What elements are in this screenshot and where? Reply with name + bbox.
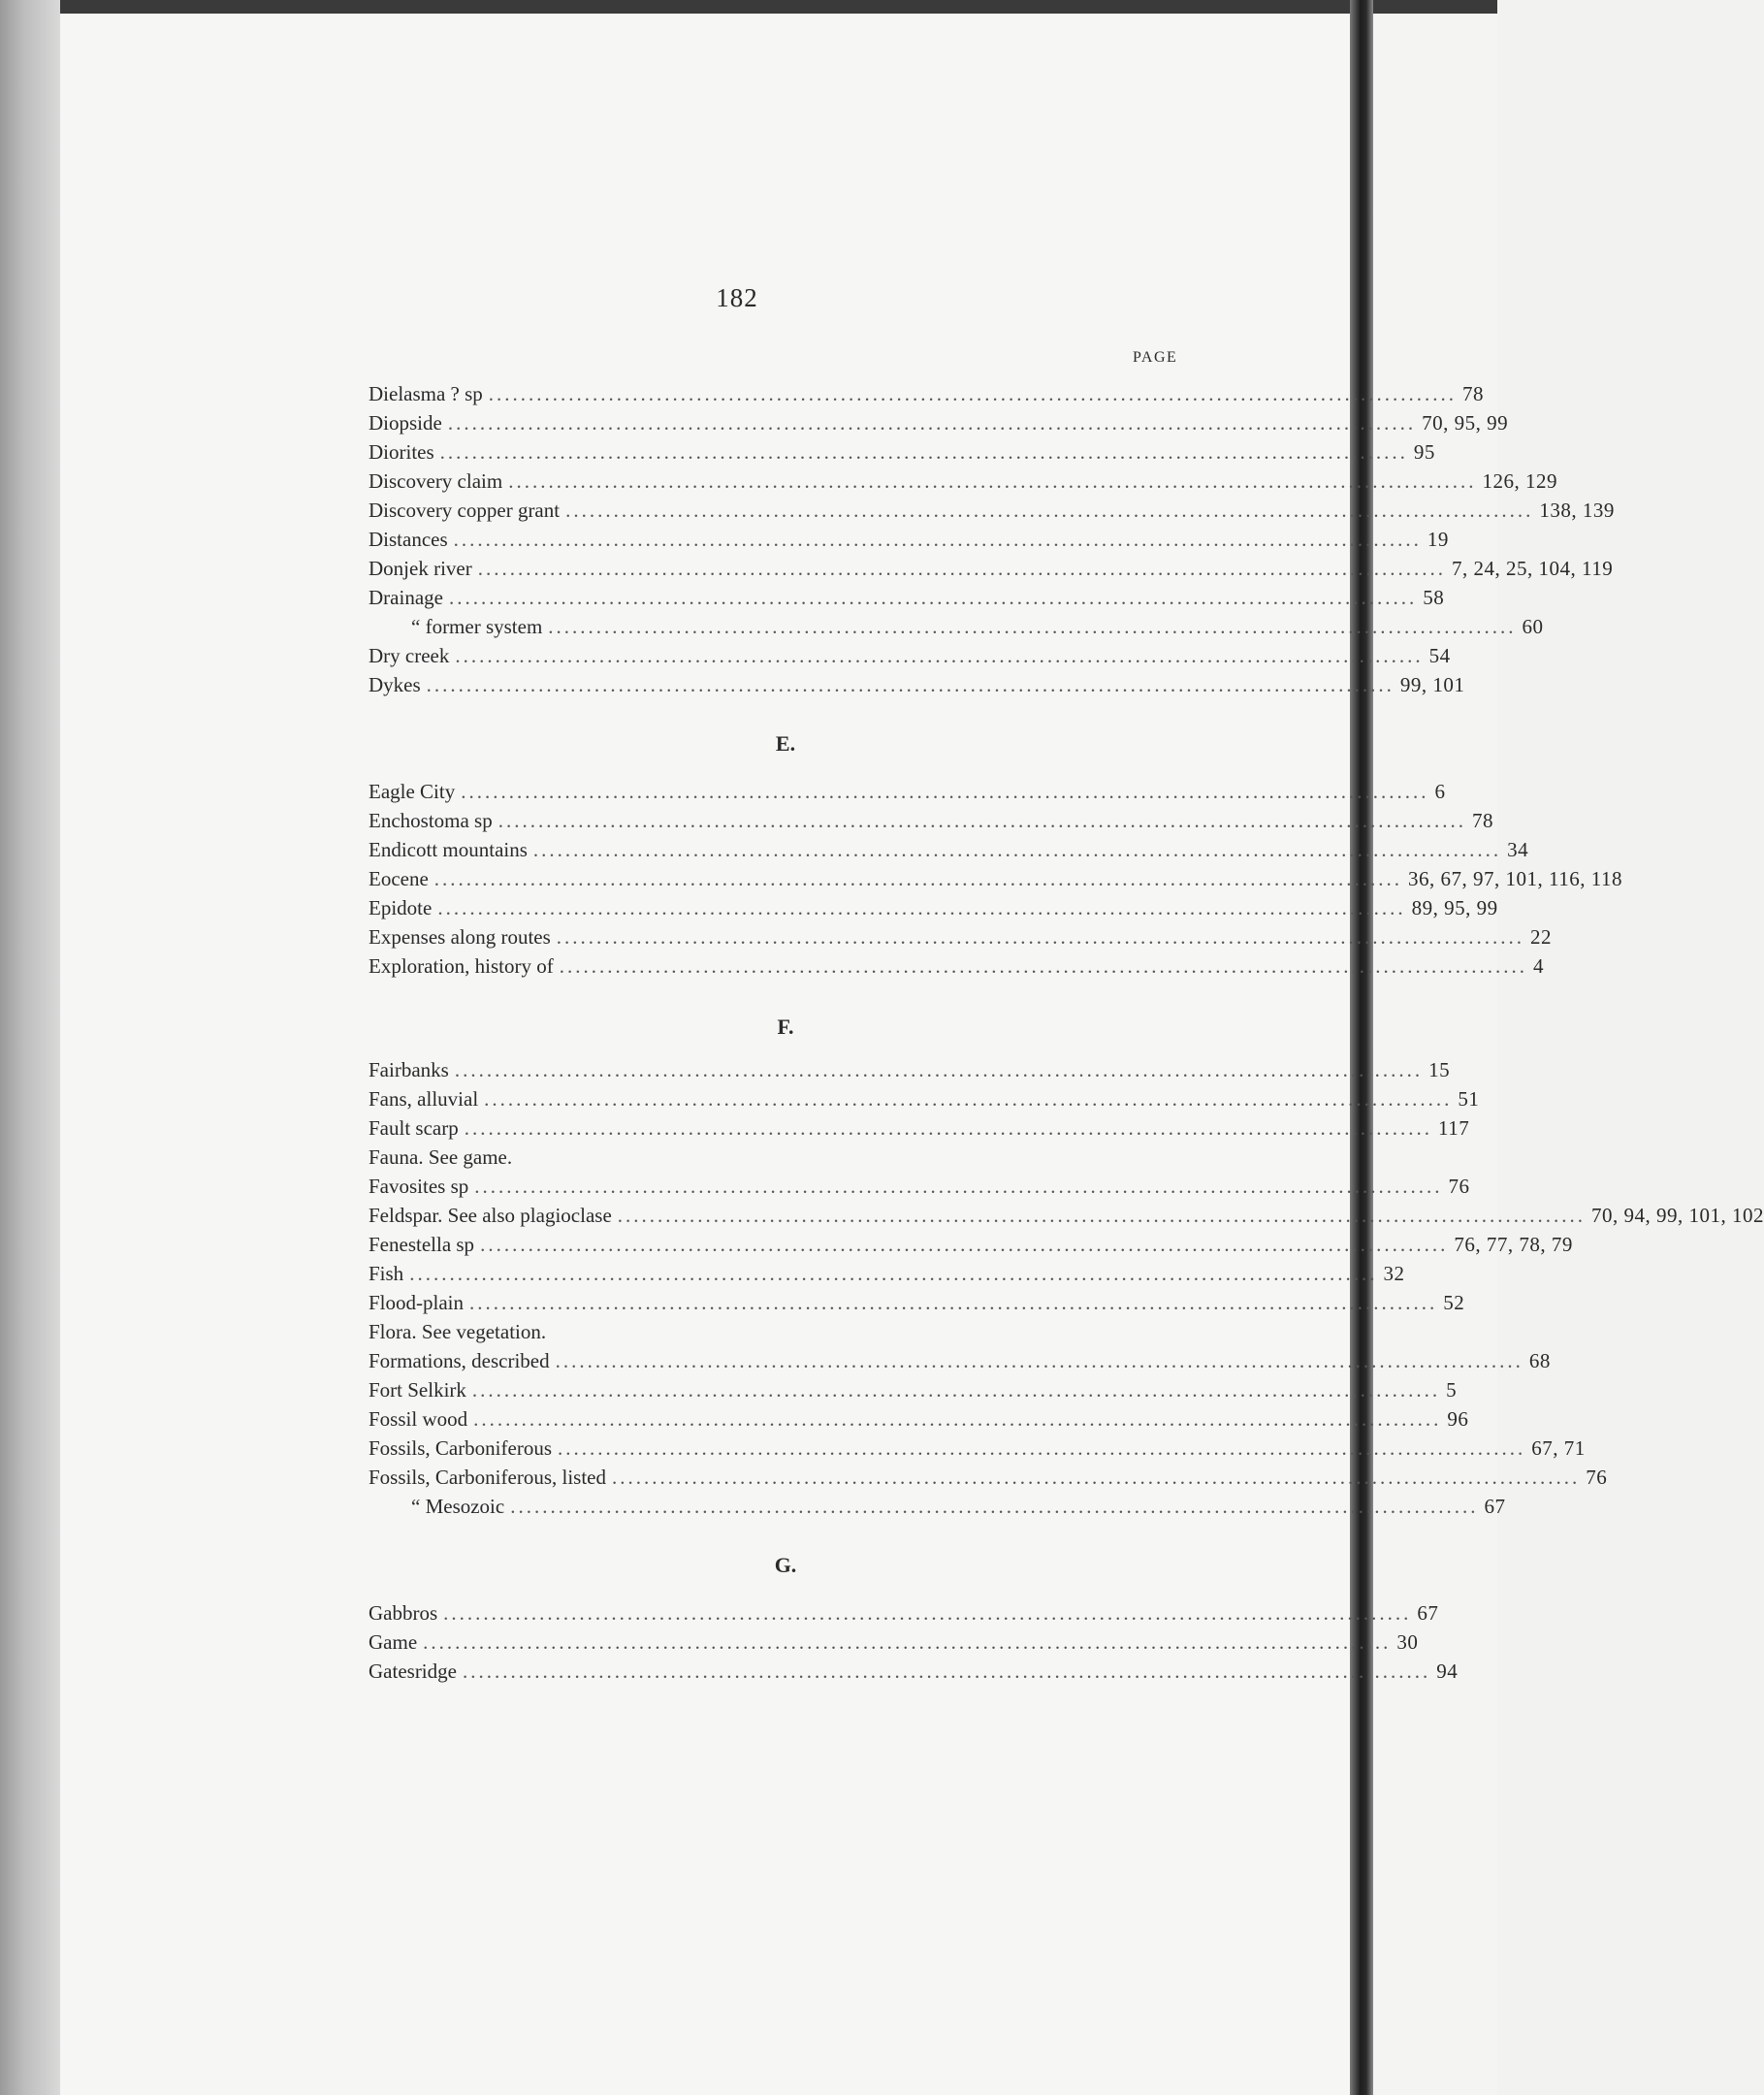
index-pages: 78 [1471, 809, 1493, 832]
dot-leader: ......................................................................................................................... [617, 1204, 1587, 1227]
index-entry [369, 1201, 1764, 1230]
index-entry [369, 467, 1557, 496]
index-term: Fans, alluvial [369, 1087, 479, 1111]
index-pages: 67 [1417, 1601, 1439, 1625]
index-entry [369, 893, 1498, 922]
index-pages: 7, 24, 25, 104, 119 [1451, 557, 1614, 580]
index-pages: 138, 139 [1539, 499, 1615, 522]
index-pages: 52 [1443, 1291, 1465, 1314]
dot-leader: ......................................................................................................................... [447, 411, 1417, 435]
dot-leader: ......................................................................................................................... [426, 673, 1395, 696]
index-term: Eagle City [369, 780, 456, 803]
dot-leader: ......................................................................................................................... [548, 615, 1517, 638]
dot-leader: ......................................................................................................................... [532, 838, 1502, 861]
dot-leader: ......................................................................................................................... [497, 809, 1466, 832]
index-subentry [369, 612, 1544, 641]
section-heading-e: E. [775, 731, 796, 756]
book-top-edge [0, 0, 1497, 14]
index-pages: 78 [1462, 382, 1485, 405]
index-pages: 76, 77, 78, 79 [1454, 1233, 1573, 1256]
dot-leader: ......................................................................................................................... [464, 1116, 1432, 1140]
index-cross-reference [369, 1317, 1193, 1346]
index-term: Epidote [369, 896, 433, 919]
index-term: “ former system [411, 615, 543, 638]
index-term: Game [369, 1630, 418, 1654]
dot-leader: ......................................................................................................................... [455, 644, 1424, 667]
index-pages: 95 [1413, 440, 1435, 464]
index-entry [369, 1055, 1451, 1084]
index-pages: 117 [1437, 1116, 1470, 1140]
page-column-label: PAGE [1133, 349, 1178, 366]
index-cross-reference [369, 1143, 1193, 1172]
dot-leader: ......................................................................................................................... [409, 1262, 1378, 1285]
index-term: Diorites [369, 440, 434, 464]
index-entry [369, 1657, 1459, 1686]
index-term: Drainage [369, 586, 443, 609]
index-term: Favosites sp [369, 1175, 469, 1198]
index-term: Discovery claim [369, 469, 503, 493]
dot-leader: ......................................................................................................................... [556, 925, 1525, 949]
index-pages: 51 [1458, 1087, 1480, 1111]
index-entry [369, 806, 1493, 835]
index-pages: 15 [1428, 1058, 1451, 1081]
index-pages: 36, 67, 97, 101, 116, 118 [1408, 867, 1622, 890]
index-entry [369, 408, 1509, 437]
dot-leader: ......................................................................................................................... [453, 528, 1422, 551]
index-pages: 99, 101 [1399, 673, 1465, 696]
index-entry [369, 525, 1449, 554]
dot-leader: ......................................................................................................................... [474, 1175, 1443, 1198]
index-entry [369, 1434, 1586, 1463]
index-pages: 4 [1532, 954, 1544, 978]
dot-leader: ......................................................................................................................... [612, 1466, 1581, 1489]
index-pages: 58 [1423, 586, 1445, 609]
index-term: Donjek river [369, 557, 472, 580]
index-pages: 96 [1447, 1407, 1469, 1431]
index-entry [369, 1172, 1470, 1201]
index-entry [369, 1259, 1405, 1288]
dot-leader: ......................................................................................................................... [488, 382, 1458, 405]
index-term: Exploration, history of [369, 954, 554, 978]
index-term: Flora. See vegetation. [369, 1320, 547, 1343]
index-pages: 30 [1396, 1630, 1419, 1654]
index-term: Fossils, Carboniferous, listed [369, 1466, 606, 1489]
index-pages: 67, 71 [1531, 1436, 1586, 1460]
index-pages: 76 [1448, 1175, 1470, 1198]
index-pages: 70, 95, 99 [1422, 411, 1509, 435]
index-pages: 70, 94, 99, 101, 102 [1591, 1204, 1764, 1227]
index-entry [369, 641, 1451, 670]
index-entry [369, 922, 1553, 951]
index-pages: 19 [1427, 528, 1449, 551]
index-term: Fenestella sp [369, 1233, 475, 1256]
dot-leader: ......................................................................................................................... [565, 499, 1534, 522]
index-entry [369, 777, 1446, 806]
dot-leader: ......................................................................................................................... [461, 780, 1429, 803]
index-term: Fossils, Carboniferous [369, 1436, 552, 1460]
index-term: Eocene [369, 867, 429, 890]
dot-leader: ......................................................................................................................... [559, 954, 1527, 978]
section-heading-g: G. [774, 1553, 797, 1577]
dot-leader: ......................................................................................................................... [439, 440, 1408, 464]
dot-leader: ......................................................................................................................... [443, 1601, 1412, 1625]
index-page [60, 14, 1350, 2095]
book-gutter [1350, 0, 1373, 2095]
index-pages: 67 [1484, 1495, 1506, 1518]
index-term: Gabbros [369, 1601, 438, 1625]
index-pages: 76 [1586, 1466, 1608, 1489]
page-number: 182 [716, 283, 758, 312]
index-entry [369, 951, 1544, 981]
index-entry [369, 437, 1435, 467]
dot-leader: ......................................................................................................................... [558, 1436, 1526, 1460]
index-pages: 89, 95, 99 [1411, 896, 1498, 919]
index-term: Enchostoma sp [369, 809, 493, 832]
dot-leader: ......................................................................................................................... [484, 1087, 1453, 1111]
index-pages: 60 [1522, 615, 1544, 638]
dot-leader: ......................................................................................................................... [480, 1233, 1449, 1256]
dot-leader: ......................................................................................................................... [433, 867, 1403, 890]
index-term: Fort Selkirk [369, 1378, 466, 1402]
index-pages: 68 [1528, 1349, 1551, 1372]
dot-leader: ......................................................................................................................... [454, 1058, 1424, 1081]
index-pages: 6 [1434, 780, 1446, 803]
index-entry [369, 1113, 1470, 1143]
index-entry [369, 583, 1445, 612]
index-term: Fault scarp [369, 1116, 459, 1140]
index-term: Feldspar. See also plagioclase [369, 1204, 612, 1227]
dot-leader: ......................................................................................................................... [477, 557, 1446, 580]
index-entry [369, 1598, 1439, 1628]
index-entry [369, 554, 1614, 583]
index-entry [369, 1288, 1465, 1317]
index-entry [369, 496, 1615, 525]
facing-page [1373, 14, 1497, 2095]
index-term: Fossil wood [369, 1407, 468, 1431]
index-term: Fish [369, 1262, 404, 1285]
index-entry [369, 1084, 1480, 1113]
index-term: Flood-plain [369, 1291, 464, 1314]
index-pages: 34 [1507, 838, 1529, 861]
index-pages: 126, 129 [1482, 469, 1557, 493]
index-subentry [369, 1492, 1506, 1521]
index-entry [369, 1346, 1551, 1375]
index-term: Fairbanks [369, 1058, 449, 1081]
dot-leader: ......................................................................................................................... [510, 1495, 1479, 1518]
index-term: Gatesridge [369, 1660, 457, 1683]
index-entry [369, 670, 1465, 699]
dot-leader: ......................................................................................................................... [437, 896, 1406, 919]
dot-leader: ......................................................................................................................... [508, 469, 1477, 493]
dot-leader: ......................................................................................................................... [469, 1291, 1438, 1314]
dot-leader: ......................................................................................................................... [473, 1407, 1442, 1431]
index-entry [369, 1463, 1608, 1492]
book-page-stack-edge [0, 0, 60, 2095]
index-term: Distances [369, 528, 448, 551]
index-term: Expenses along routes [369, 925, 551, 949]
index-pages: 22 [1530, 925, 1553, 949]
index-entry [369, 379, 1485, 408]
index-entry [369, 1230, 1573, 1259]
dot-leader: ......................................................................................................................... [423, 1630, 1392, 1654]
index-term: Formations, described [369, 1349, 550, 1372]
index-term: Dry creek [369, 644, 450, 667]
index-term: Endicott mountains [369, 838, 528, 861]
dot-leader: ......................................................................................................................... [448, 586, 1418, 609]
index-term: Dielasma ? sp [369, 382, 483, 405]
index-entry [369, 864, 1622, 893]
index-term: Fauna. See game. [369, 1145, 513, 1169]
index-pages: 94 [1436, 1660, 1459, 1683]
index-entry [369, 1404, 1469, 1434]
index-pages: 5 [1446, 1378, 1458, 1402]
index-entry [369, 1375, 1458, 1404]
section-heading-f: F. [777, 1015, 794, 1039]
index-term: Discovery copper grant [369, 499, 561, 522]
dot-leader: ......................................................................................................................... [555, 1349, 1523, 1372]
index-pages: 54 [1428, 644, 1451, 667]
index-term: “ Mesozoic [411, 1495, 505, 1518]
dot-leader: ......................................................................................................................... [462, 1660, 1431, 1683]
index-entry [369, 835, 1529, 864]
dot-leader: ......................................................................................................................... [471, 1378, 1441, 1402]
index-term: Diopside [369, 411, 442, 435]
index-pages: 32 [1383, 1262, 1405, 1285]
index-entry [369, 1628, 1419, 1657]
index-term: Dykes [369, 673, 421, 696]
